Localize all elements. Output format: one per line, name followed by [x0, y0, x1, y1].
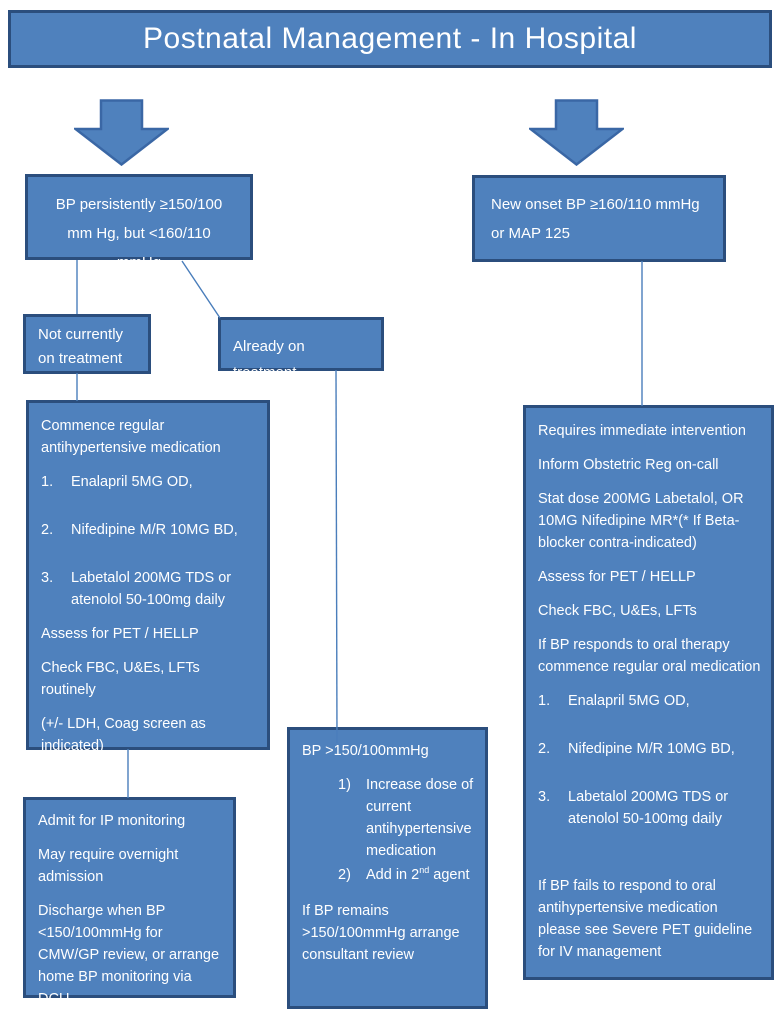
paragraph: If BP responds to oral therapy commence regular oral medication [538, 637, 761, 675]
paragraph: Check FBC, U&Es, LFTs routinely [41, 660, 200, 698]
node-severe-intervention [523, 405, 774, 980]
paragraph: If BP fails to respond to oral antihypertensive medication please see Severe PET guideline for IV management [538, 878, 753, 960]
page-title-label: Postnatal Management - In Hospital [143, 22, 637, 55]
paragraph: Assess for PET / HELLP [538, 569, 696, 585]
node-bp-persistent: BP persistently ≥150/100 mm Hg, but <160/110 mmHg [25, 174, 253, 260]
node-already-on-treatment: Already on treatment [218, 317, 384, 371]
paragraph: Assess for PET / HELLP [41, 626, 199, 642]
paragraph: Discharge when BP <150/100mmHg for CMW/GP review, or arrange home BP monitoring via DCU [38, 903, 220, 1007]
page-title [8, 10, 772, 68]
list-item: 3. Labetalol 200MG TDS or atenolol 50-100mg daily [41, 570, 232, 608]
node-bp-new-onset: New onset BP ≥160/110 mmHg or MAP 125 [472, 175, 726, 262]
paragraph: (+/- LDH, Coag screen as indicated) [41, 716, 206, 754]
list-item: 3. Labetalol 200MG TDS or atenolol 50-100mg daily [538, 789, 729, 827]
down-arrow-icon [74, 99, 169, 166]
node-admit-monitoring [23, 797, 236, 1007]
paragraph: Commence regular antihypertensive medication [41, 418, 221, 456]
list-item: 1. Enalapril 5MG OD, [538, 693, 690, 709]
node-commence-medication [26, 400, 270, 754]
list-item: 2) Add in 2nd agent [338, 865, 470, 883]
down-arrow-icon [529, 99, 624, 166]
paragraph: Check FBC, U&Es, LFTs [538, 603, 697, 619]
paragraph: May require overnight admission [38, 847, 179, 885]
paragraph: Requires immediate intervention [538, 423, 746, 439]
superscript: nd [419, 865, 430, 876]
node-on-treatment-followup [287, 727, 488, 1009]
paragraph: If BP remains >150/100mmHg arrange consultant review [302, 903, 460, 963]
list-item: 1) Increase dose of current antihypertensive medication [338, 777, 474, 859]
paragraph: Stat dose 200MG Labetalol, OR 10MG Nifedipine MR*(* If Beta-blocker contra-indicated) [538, 491, 744, 551]
node-not-on-treatment: Not currently on treatment [23, 314, 151, 374]
paragraph: Admit for IP monitoring [38, 813, 186, 829]
list-item: 1. Enalapril 5MG OD, [41, 474, 193, 490]
list-item: 2. Nifedipine M/R 10MG BD, [41, 522, 238, 538]
paragraph: Inform Obstetric Reg on-call [538, 457, 719, 473]
paragraph: BP >150/100mmHg [302, 743, 429, 759]
list-item: 2. Nifedipine M/R 10MG BD, [538, 741, 735, 757]
